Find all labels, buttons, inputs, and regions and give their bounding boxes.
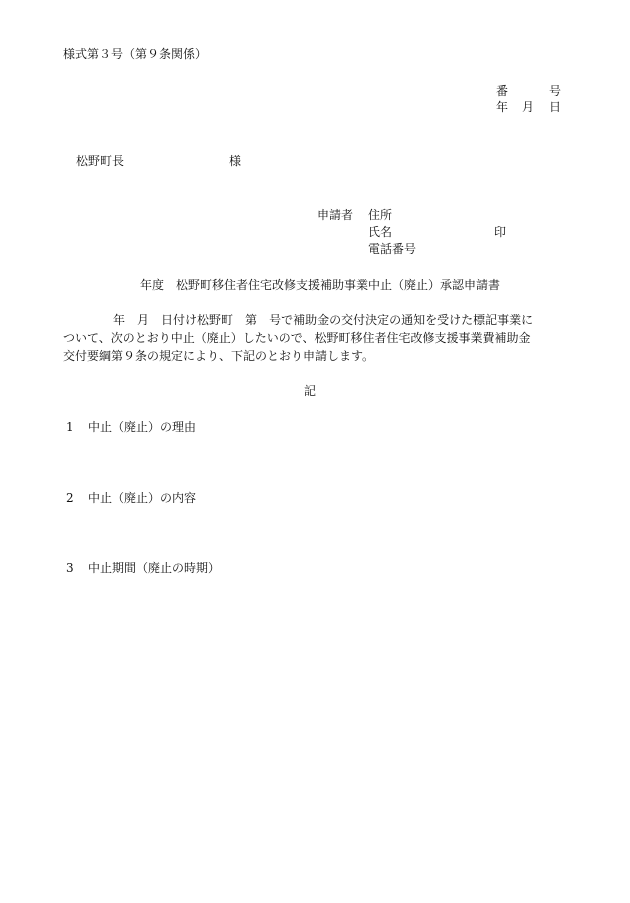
applicant-name-label: 氏名 bbox=[368, 225, 393, 239]
body-line-1 bbox=[63, 311, 561, 329]
number-label-left: 番 bbox=[496, 84, 509, 98]
seal-mark: 印 bbox=[494, 225, 507, 239]
document-title bbox=[140, 279, 500, 291]
date-month-label: 月 bbox=[522, 100, 535, 114]
date-year-label: 年 bbox=[496, 100, 509, 114]
item-3-label: 中止期間（廃止の時期） bbox=[88, 561, 221, 575]
ki-heading: 記 bbox=[304, 384, 317, 398]
item-2-label: 中止（廃止）の内容 bbox=[88, 491, 197, 505]
addressee-name: 松野町長 bbox=[76, 154, 125, 168]
applicant-address-label: 住所 bbox=[368, 208, 393, 222]
body-line-2: ついて、次のとおり中止（廃止）したいので、松野町移住者住宅改修支援事業費補助金 bbox=[63, 331, 531, 345]
item-2-number: 2 bbox=[66, 491, 74, 505]
title-text: 松野町移住者住宅改修支援補助事業中止（廃止）承認申請書 bbox=[176, 278, 501, 292]
body-date-text: 日付け松野町 bbox=[161, 313, 234, 327]
body-year: 年 bbox=[113, 313, 126, 327]
body-dai: 第 bbox=[245, 313, 258, 327]
body-paragraph bbox=[63, 311, 561, 365]
item-3-number: 3 bbox=[66, 561, 74, 575]
form-label: 様式第３号（第９条関係） bbox=[63, 47, 208, 61]
title-year-label: 年度 bbox=[140, 278, 165, 292]
body-line-3: 交付要綱第９条の規定により、下記のとおり申請します。 bbox=[63, 349, 375, 363]
body-notice-text: 号で補助金の交付決定の通知を受けた標記事業に bbox=[269, 313, 534, 327]
item-1-label: 中止（廃止）の理由 bbox=[88, 420, 197, 434]
number-label-right: 号 bbox=[549, 84, 562, 98]
applicant-label: 申請者 bbox=[317, 208, 354, 222]
date-day-label: 日 bbox=[549, 100, 562, 114]
body-month: 月 bbox=[137, 313, 150, 327]
applicant-phone-label: 電話番号 bbox=[368, 242, 417, 256]
addressee-honorific: 様 bbox=[229, 154, 242, 168]
item-1-number: 1 bbox=[66, 420, 74, 434]
